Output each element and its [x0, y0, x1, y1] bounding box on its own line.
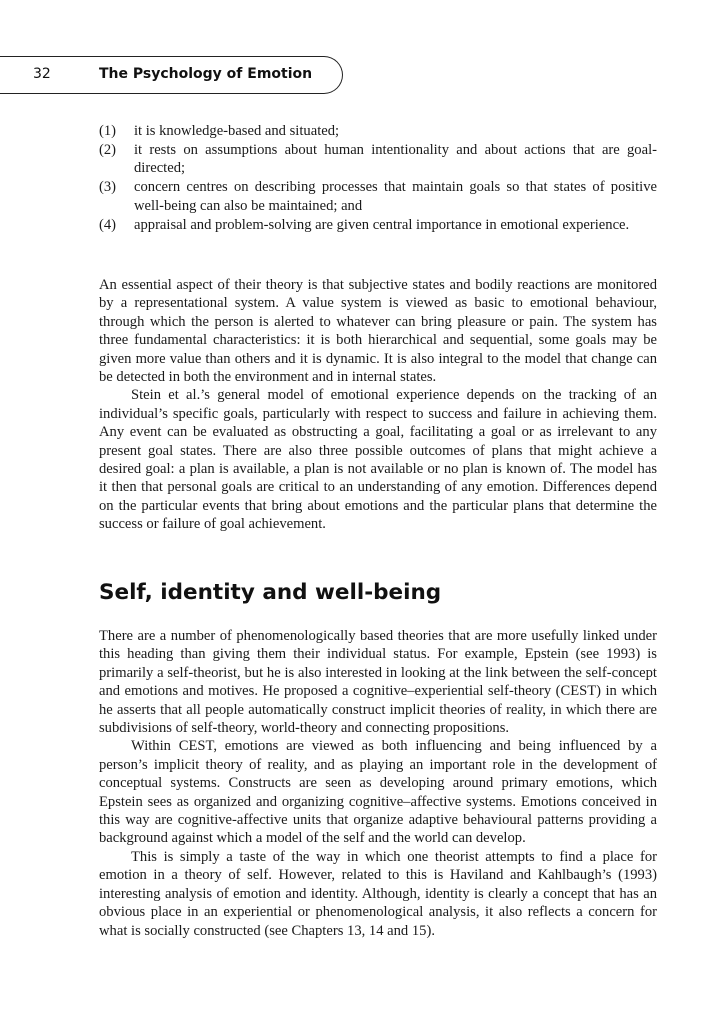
body-section-self-identity: [99, 627, 657, 940]
paragraph: This is simply a taste of the way in which one theorist attempts to find a place for emotion in a theory of self. However, related to this is Haviland and Kahlbaugh’s (1993) interesting analysis of emotion and identity. Although, identity is clearly a concept that has an obvious place in an experiential or phenomenological analysis, it also reflects a concern for what is socially constructed (see Chapters 13, 14 and 15).: [99, 848, 657, 939]
list-item-number: (2): [99, 141, 117, 158]
paragraph: Stein et al.’s general model of emotional experience depends on the tracking of an individual’s specific goals, particularly with respect to success and failure in achieving them. Any event can be evaluated as obstructing a goal, facilitating a goal or as irrelevant to any present goal states. There are also three possible outcomes of plans that might achieve a desired goal: a plan is available, a plan is not available or no plan is known of. The model has it then that personal goals are critical to an understanding of any emotion. Differences depend on the particular events that bring about emotions and the particular plans that determine the success or failure of goal achievement.: [99, 387, 657, 533]
paragraph: Within CEST, emotions are viewed as both influencing and being influenced by a person’s implicit theory of reality, and as playing an important role in the development of conceptual systems. Constructs are seen as developing around primary emotions, which Epstein sees as organized and organizing cognitive–affective systems. Emotions conceived in this way are cognitive-affective units that organize adaptive behavioural patterns providing a background against which a model of the self and the world can develop.: [99, 738, 657, 847]
list-item-text: it rests on assumptions about human intentionality and about actions that are goal-directed;: [134, 141, 657, 177]
paragraph: There are a number of phenomenologically based theories that are more usefully linked under this heading than giving them their individual status. For example, Epstein (see 1993) is primarily a self-theorist, but he is also interested in looking at the link between the self-concept and emotions and motives. He proposed a cognitive–experiential self-theory (CEST) in which he asserts that all people automatically construct implicit theories of reality, in which there are subdivisions of self-theory, world-theory and connecting propositions.: [99, 628, 657, 737]
body-section-goals: [99, 276, 657, 534]
list-item: [99, 122, 657, 141]
list-item-text: it is knowledge-based and situated;: [134, 123, 340, 139]
list-item: [99, 216, 657, 235]
page-number: 32: [33, 66, 51, 82]
paragraph: An essential aspect of their theory is that subjective states and bodily reactions are monitored by a representational system. A value system is viewed as basic to emotional behaviour, through which the person is alerted to whatever can bring pleasure or pain. The system has three fundamental characteristics: it is both hierarchical and sequential, some goals may be given more value than others and it is dynamic. It is also integral to the model that change can be detected in both the environment and in internal states.: [99, 277, 657, 386]
list-item-text: appraisal and problem-solving are given central importance in emotional experience.: [134, 216, 630, 233]
list-item: [99, 141, 657, 178]
list-item-text: concern centres on describing processes that maintain goals so that states of positive well-being can also be maintained; and: [134, 179, 657, 214]
list-item-number: (4): [99, 216, 117, 233]
running-head-title: The Psychology of Emotion: [99, 66, 313, 82]
section-heading: Self, identity and well-being: [99, 580, 442, 605]
list-item-number: (3): [99, 179, 117, 196]
numbered-list: [99, 122, 657, 234]
list-item-number: (1): [99, 123, 117, 139]
running-header: [0, 56, 343, 94]
list-item: [99, 178, 657, 215]
